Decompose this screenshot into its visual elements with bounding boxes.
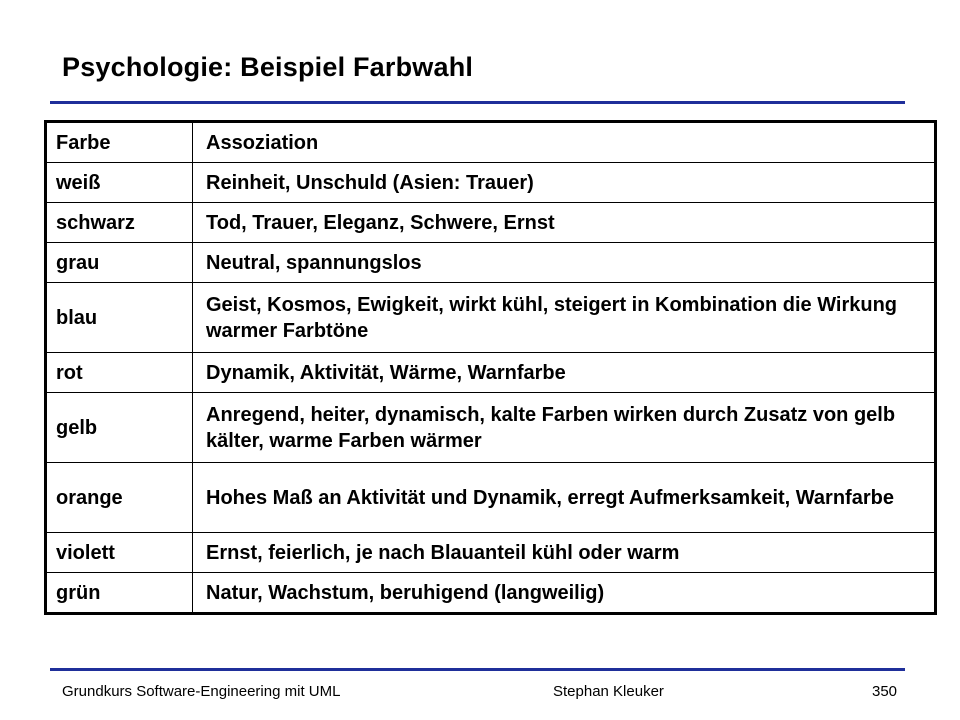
table [47,123,934,612]
table-row [47,203,934,243]
color-cell: orange [47,463,193,533]
color-association-table [44,120,937,615]
association-cell: Natur, Wachstum, beruhigend (langweilig) [193,573,935,613]
table-row [47,163,934,203]
table-row [47,533,934,573]
color-cell: rot [47,353,193,393]
footer-author: Stephan Kleuker [553,683,664,700]
association-cell: Anregend, heiter, dynamisch, kalte Farben wirken durch Zusatz von gelb kälter, warme Farben wärmer [193,393,935,463]
association-cell: Ernst, feierlich, je nach Blauanteil kühl oder warm [193,533,935,573]
column-header-assoziation: Assoziation [193,123,935,163]
table-row [47,353,934,393]
table-row [47,283,934,353]
color-cell: violett [47,533,193,573]
table-header-row [47,123,934,163]
title-divider [50,101,905,104]
color-cell: blau [47,283,193,353]
color-cell: gelb [47,393,193,463]
association-cell: Geist, Kosmos, Ewigkeit, wirkt kühl, steigert in Kombination die Wirkung warmer Farbtöne [193,283,935,353]
footer-course-title: Grundkurs Software-Engineering mit UML [62,683,341,700]
color-cell: weiß [47,163,193,203]
table-row [47,463,934,533]
color-cell: grau [47,243,193,283]
slide-title: Psychologie: Beispiel Farbwahl [62,52,474,82]
association-cell: Hohes Maß an Aktivität und Dynamik, erregt Aufmerksamkeit, Warnfarbe [193,463,935,533]
footer-divider [50,668,905,671]
color-cell: grün [47,573,193,613]
column-header-farbe: Farbe [47,123,193,163]
association-cell: Neutral, spannungslos [193,243,935,283]
table-row [47,393,934,463]
table-row [47,573,934,613]
association-cell: Tod, Trauer, Eleganz, Schwere, Ernst [193,203,935,243]
color-cell: schwarz [47,203,193,243]
association-cell: Dynamik, Aktivität, Wärme, Warnfarbe [193,353,935,393]
table-row [47,243,934,283]
association-cell: Reinheit, Unschuld (Asien: Trauer) [193,163,935,203]
footer-page-number: 350 [872,683,898,700]
